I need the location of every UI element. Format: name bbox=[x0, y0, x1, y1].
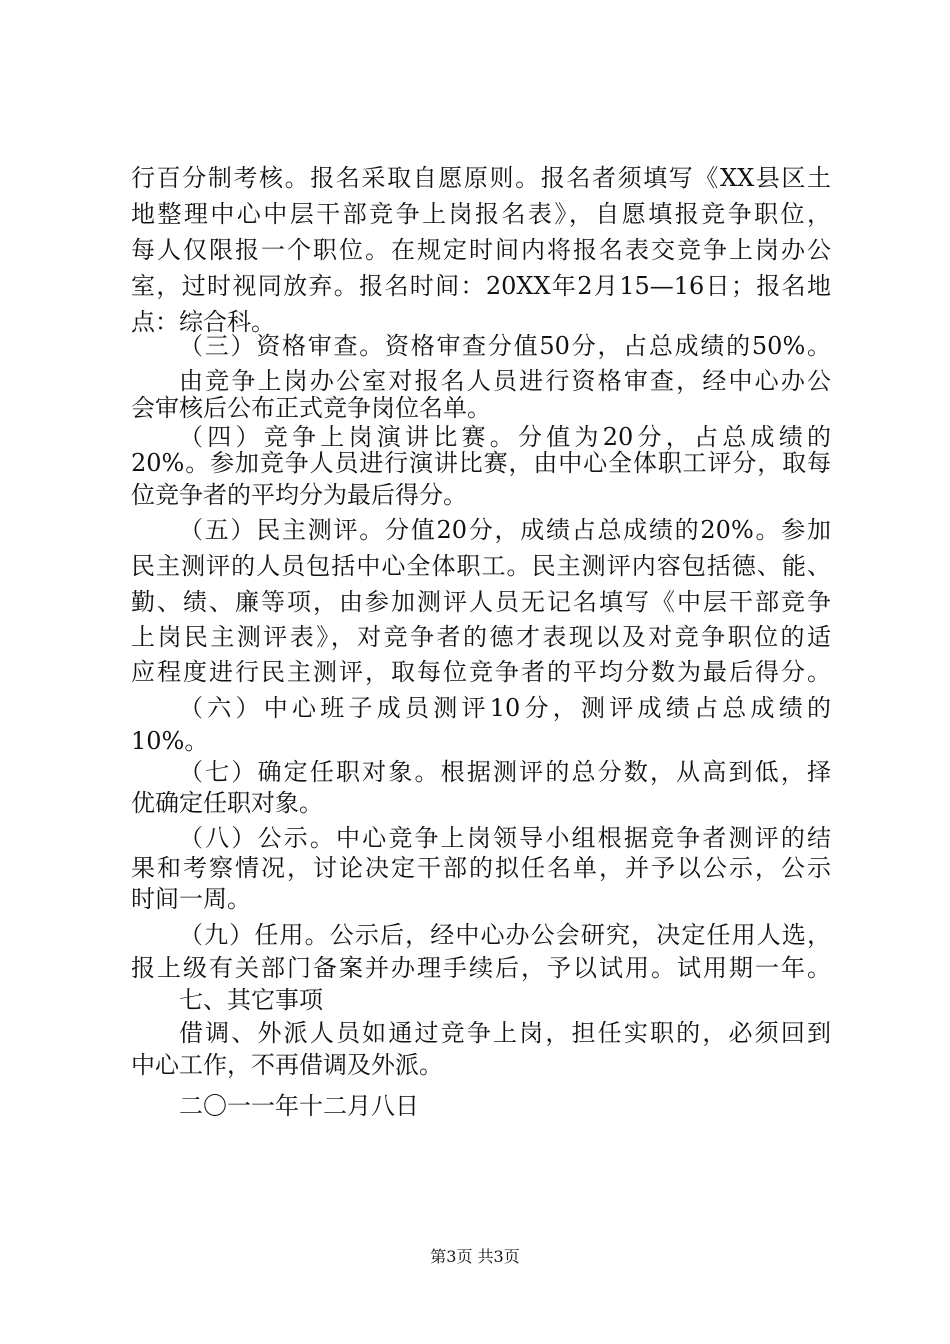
paragraph-line: 行百分制考核。报名采取自愿原则。报名者须填写《XX县区土 bbox=[131, 164, 831, 192]
paragraph-line: 借调、外派人员如通过竞争上岗，担任实职的，必须回到 bbox=[179, 1019, 831, 1047]
paragraph-line: 室，过时视同放弃。报名时间：20XX年2月15—16日；报名地 bbox=[131, 272, 831, 300]
page-footer: 第3页 共3页 bbox=[430, 1247, 520, 1266]
paragraph-line: （六）中心班子成员测评10分，测评成绩占总成绩的 bbox=[179, 694, 831, 722]
paragraph-line: 报上级有关部门备案并办理手续后，予以试用。试用期一年。 bbox=[131, 954, 831, 982]
paragraph-line: （七）确定任职对象。根据测评的总分数，从高到低，择 bbox=[179, 758, 831, 786]
paragraph-line: 位竞争者的平均分为最后得分。 bbox=[131, 481, 467, 509]
paragraph-line: 中心工作，不再借调及外派。 bbox=[131, 1051, 443, 1079]
paragraph-line: （九）任用。公示后，经中心办公会研究，决定任用人选， bbox=[179, 921, 831, 949]
paragraph-line: 20%。参加竞争人员进行演讲比赛，由中心全体职工评分，取每 bbox=[131, 449, 831, 477]
paragraph-line: 二〇一一年十二月八日 bbox=[179, 1092, 419, 1120]
paragraph-line: 每人仅限报一个职位。在规定时间内将报名表交竞争上岗办公 bbox=[131, 236, 831, 264]
paragraph-line: （五）民主测评。分值20分，成绩占总成绩的20%。参加 bbox=[179, 516, 831, 544]
paragraph-line: 地整理中心中层干部竞争上岗报名表》，自愿填报竞争职位， bbox=[131, 200, 831, 228]
paragraph-line: 会审核后公布正式竞争岗位名单。 bbox=[131, 394, 491, 422]
paragraph-line: 应程度进行民主测评，取每位竞争者的平均分数为最后得分。 bbox=[131, 658, 831, 686]
paragraph-line: （八）公示。中心竞争上岗领导小组根据竞争者测评的结 bbox=[179, 824, 831, 852]
paragraph-line: 10%。 bbox=[131, 727, 209, 755]
paragraph-line: （三）资格审查。资格审查分值50分，占总成绩的50%。 bbox=[179, 332, 831, 360]
paragraph-line: 由竞争上岗办公室对报名人员进行资格审查，经中心办公 bbox=[179, 367, 831, 395]
paragraph-line: 七、其它事项 bbox=[179, 986, 323, 1014]
paragraph-line: 优确定任职对象。 bbox=[131, 789, 323, 817]
paragraph-line: 果和考察情况，讨论决定干部的拟任名单，并予以公示，公示 bbox=[131, 854, 831, 882]
paragraph-line: （四）竞争上岗演讲比赛。分值为20分，占总成绩的 bbox=[179, 423, 831, 451]
paragraph-line: 上岗民主测评表》，对竞争者的德才表现以及对竞争职位的适 bbox=[131, 623, 831, 651]
paragraph-line: 时间一周。 bbox=[131, 885, 251, 913]
paragraph-line: 点：综合科。 bbox=[131, 308, 275, 336]
paragraph-line: 民主测评的人员包括中心全体职工。民主测评内容包括德、能、 bbox=[131, 552, 831, 580]
paragraph-line: 勤、绩、廉等项，由参加测评人员无记名填写《中层干部竞争 bbox=[131, 588, 831, 616]
